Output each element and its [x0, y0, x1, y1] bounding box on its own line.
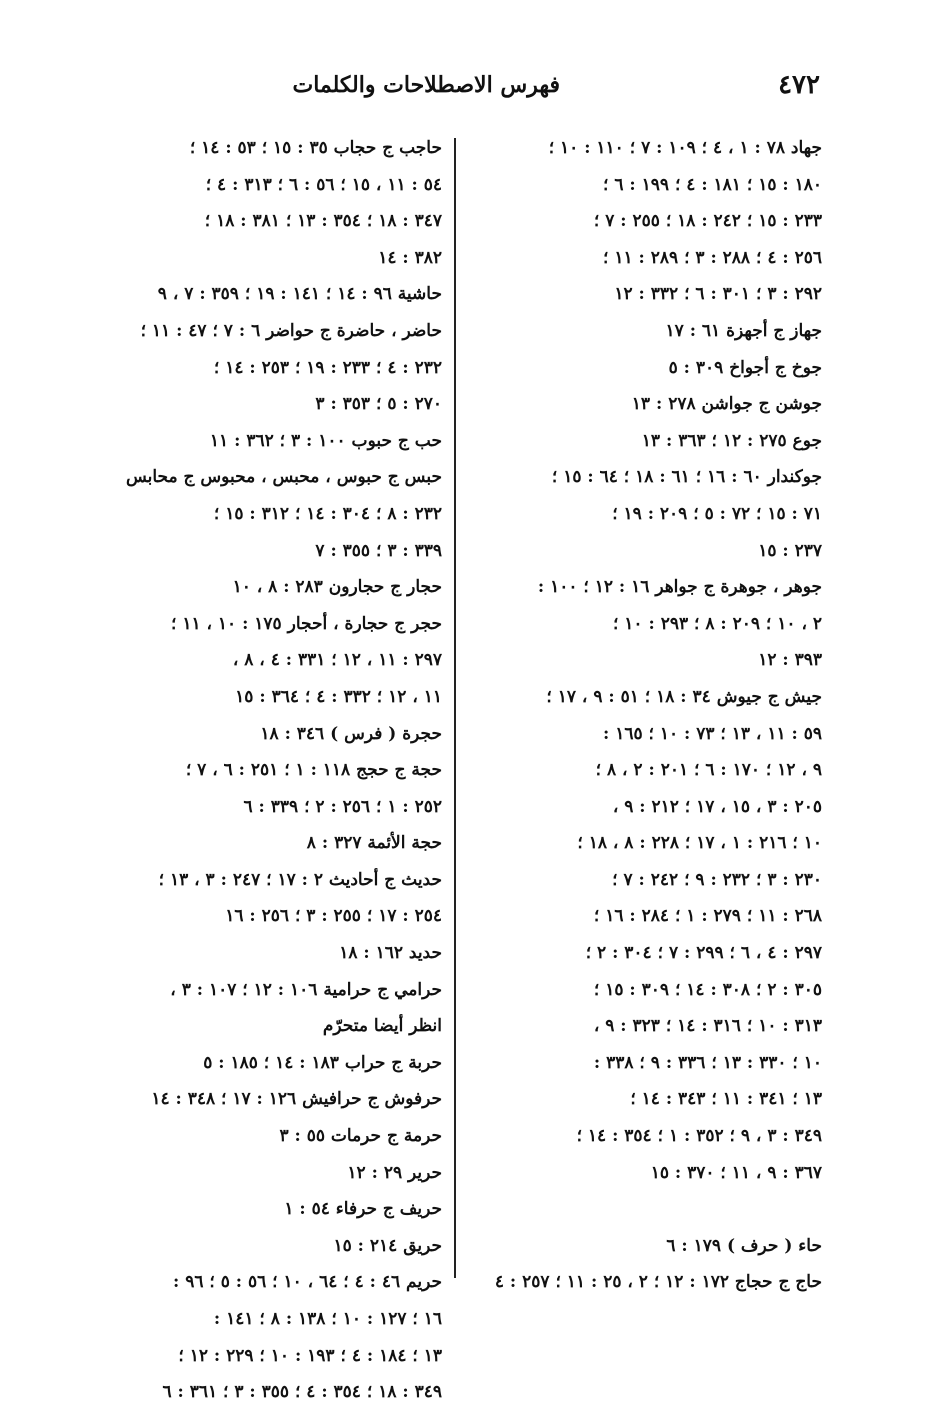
- index-entry-line: حجار ج حجارون ٢٨٣ : ٨ ، ١٠: [232, 577, 442, 598]
- index-entry-line: حاجب ج حجاب ٣٥ : ١٥ ؛ ٥٣ : ١٤ ؛: [189, 138, 442, 158]
- index-entry-line: ٩ ، ١٢ ؛ ١٧٠ : ٦ ؛ ٢٠١ : ٢ ، ٨ ؛: [595, 760, 822, 781]
- index-entry-line: حجة ج حجج ١١٨ : ١ ؛ ٢٥١ : ٦ ، ٧ ؛: [185, 760, 442, 781]
- index-entry-line: حريم ٤٦ : ٤ ؛ ٦٤ ، ١٠ ؛ ٥٦ : ٥ ؛ ٩٦ :: [173, 1272, 442, 1293]
- index-entry-line: ٢٦٨ : ١١ ؛ ٢٧٩ : ١ ؛ ٢٨٤ : ١٦ ؛: [593, 906, 822, 927]
- index-entry-line: ٢٣٧ : ١٥: [758, 540, 822, 561]
- index-entry-line: ١٠ ؛ ٢١٦ : ١ ، ١٧ ؛ ٢٢٨ : ٨ ، ١٨ ؛: [577, 833, 822, 854]
- index-entry-line: ١١ ، ١٢ ؛ ٣٣٢ : ٤ ؛ ٣٦٤ : ١٥: [235, 686, 442, 707]
- index-entry-line: جوشن ج جواشن ٢٧٨ : ١٣: [631, 394, 822, 415]
- index-entry-line: [466, 1191, 822, 1228]
- index-entry-line: انظر أيضا متحرّم: [322, 1016, 442, 1037]
- page-header: [90, 70, 820, 110]
- index-entry-line: جيش ج جيوش ٣٤ : ١٨ ؛ ٥١ : ٩ ، ١٧ ؛: [546, 686, 822, 707]
- index-entry-line: ٢٠٥ : ٣ ، ١٥ ، ١٧ ؛ ٢١٢ : ٩ ،: [612, 796, 822, 817]
- page-title: فهرس الاصطلاحات والكلمات: [292, 72, 560, 98]
- index-entry-line: حريف ج حرفاء ٥٤ : ١: [284, 1199, 442, 1220]
- index-entry-line: ٢ ، ١٠ ؛ ٢٠٩ : ٨ ؛ ٢٩٣ : ١٠ ؛: [612, 613, 822, 634]
- index-entry-line: ٣٩٣ : ١٢: [758, 650, 822, 671]
- index-entry-line: حاء ( حرف ) ١٧٩ : ٦: [666, 1235, 822, 1256]
- index-entry-line: ٣٦٧ : ٩ ، ١١ ؛ ٣٧٠ : ١٥: [650, 1162, 822, 1183]
- index-entry-line: حرفوش ج حرافيش ١٢٦ : ١٧ ؛ ٣٤٨ : ١٤: [151, 1089, 442, 1110]
- index-entry-line: ٢٣٢ : ٨ ؛ ٣٠٤ : ١٤ ؛ ٣١٢ : ١٥ ؛: [213, 503, 442, 524]
- index-entry-line: ٣٤٩ : ١٨ ؛ ٣٥٤ : ٤ ؛ ٣٥٥ : ٣ ؛ ٣٦١ : ٦: [162, 1382, 442, 1403]
- column-divider: [454, 138, 456, 1278]
- index-entry-line: حاج ج حجاج ١٧٢ : ١٢ ؛ ٢ ، ٢٥ : ١١ ؛ ٢٥٧ : ٤: [494, 1272, 822, 1293]
- index-entry-line: ١٠ ؛ ٣٣٠ : ١٣ ؛ ٣٣٦ : ٩ ؛ ٣٣٨ :: [593, 1052, 822, 1073]
- index-entry-line: ٢٣٣ : ١٥ ؛ ٢٤٢ : ١٨ ؛ ٢٥٥ : ٧ ؛: [593, 211, 822, 232]
- index-entry-line: حربة ج حراب ١٨٣ : ١٤ ؛ ١٨٥ : ٥: [203, 1052, 442, 1073]
- index-entry-line: حجرة ( فرس ) ٣٤٦ : ١٨: [260, 723, 442, 744]
- index-entry-line: حرامي ج حرامية ١٠٦ : ١٢ ؛ ١٠٧ : ٣ ،: [170, 979, 442, 1000]
- index-entry-line: ١٣ ؛ ٣٤١ : ١١ ؛ ٣٤٣ : ١٤ ؛: [630, 1089, 822, 1110]
- index-column-left: [92, 130, 442, 1411]
- index-entry-line: حريق ٢١٤ : ١٥: [333, 1235, 442, 1256]
- index-entry-line: ٣٤٧ : ١٨ ؛ ٣٥٤ : ١٣ ؛ ٣٨١ : ١٨ ؛: [204, 211, 442, 232]
- index-entry-line: حبس ج حبوس ، محبس ، محبوس ج محابس: [125, 467, 442, 488]
- index-entry-line: ٣٤٩ : ٣ ، ٩ ؛ ٣٥٢ : ١ ؛ ٣٥٤ : ١٤ ؛: [576, 1126, 822, 1147]
- index-entry-line: حرمة ج حرمات ٥٥ : ٣: [279, 1126, 442, 1147]
- index-entry-line: ٢٥٢ : ١ ؛ ٢٥٦ : ٢ ؛ ٣٣٩ : ٦: [243, 796, 442, 817]
- index-entry-line: جهاز ج أجهزة ٦١ : ١٧: [665, 320, 822, 341]
- index-entry-line: ٢٥٦ : ٤ ؛ ٢٨٨ : ٣ ؛ ٢٨٩ : ١١ ؛: [603, 247, 822, 268]
- index-entry-line: جوكندار ٦٠ : ١٦ ؛ ٦١ : ١٨ ؛ ٦٤ : ١٥ ؛: [551, 467, 822, 488]
- index-entry-line: ٥٤ : ١١ ، ١٥ ؛ ٥٦ : ٦ ؛ ٣١٣ : ٤ ؛: [205, 174, 442, 195]
- index-entry-line: ٢٩٢ : ٣ ؛ ٣٠١ : ٦ ؛ ٣٣٢ : ١٢: [614, 284, 822, 305]
- index-entry-line: حب ج حبوب ١٠٠ : ٣ ؛ ٣٦٢ : ١١: [209, 430, 442, 451]
- index-entry-line: جوخ ج أجواخ ٣٠٩ : ٥: [668, 357, 822, 378]
- index-entry-line: جوهر ، جوهرة ج جواهر ١٦ : ١٢ ؛ ١٠٠ :: [537, 577, 822, 598]
- index-entry-line: ٣٨٢ : ١٤: [378, 247, 442, 268]
- index-column-right: [466, 130, 822, 1301]
- index-entry-line: ٥٩ : ١١ ، ١٣ ؛ ٧٣ : ١٠ ؛ ١٦٥ :: [602, 723, 822, 744]
- index-entry-line: حرير ٢٩ : ١٢: [347, 1162, 442, 1183]
- index-entry-line: ٣٠٥ : ٢ ؛ ٣٠٨ : ١٤ ؛ ٣٠٩ : ١٥ ؛: [593, 979, 822, 1000]
- index-entry-line: ٢٣٠ : ٣ ؛ ٢٣٢ : ٩ ؛ ٢٤٢ : ٧ ؛: [612, 869, 822, 890]
- index-entry-line: ١٣ ؛ ١٨٤ : ٤ ؛ ١٩٣ : ١٠ ؛ ٢٢٩ : ١٢ ؛: [178, 1345, 442, 1366]
- index-entry-line: ١٨٠ : ١٥ ؛ ١٨١ : ٤ ؛ ١٩٩ : ٦ ؛: [603, 174, 822, 195]
- index-entry-line: حاشية ٩٦ : ١٤ ؛ ١٤١ : ١٩ ؛ ٣٥٩ : ٧ ، ٩: [157, 284, 442, 305]
- index-entry-line: ١٦ ؛ ١٢٧ : ١٠ ؛ ١٣٨ : ٨ ؛ ١٤١ :: [213, 1309, 442, 1329]
- index-entry-line: حديث ج أحاديث ٢ : ١٧ ؛ ٢٤٧ : ٣ ، ١٣ ؛: [158, 869, 442, 890]
- index-entry-line: ٧١ : ١٥ ؛ ٧٢ : ٥ ؛ ٢٠٩ : ١٩ ؛: [612, 503, 822, 524]
- index-entry-line: حجة الأئمة ٣٢٧ : ٨: [306, 833, 442, 854]
- index-entry-line: ٢٣٢ : ٤ ؛ ٢٣٣ : ١٩ ؛ ٢٥٣ : ١٤ ؛: [213, 357, 442, 378]
- index-entry-line: ٢٩٧ : ١١ ، ١٢ ؛ ٣٣١ : ٤ ، ٨ ،: [232, 650, 442, 671]
- page-number: ٤٧٢: [778, 70, 820, 100]
- index-entry-line: ٢٥٤ : ١٧ ؛ ٢٥٥ : ٣ ؛ ٢٥٦ : ١٦: [225, 906, 442, 927]
- index-entry-line: ٣٣٩ : ٣ ؛ ٣٥٥ : ٧: [315, 540, 442, 561]
- index-entry-line: ٢٩٧ : ٤ ، ٦ ؛ ٢٩٩ : ٧ ؛ ٣٠٤ : ٢ ؛: [585, 943, 822, 964]
- index-entry-line: حديد ١٦٢ : ١٨: [339, 943, 442, 964]
- index-entry-line: حاضر ، حاضرة ج حواضر ٦ : ٧ ؛ ٤٧ : ١١ ؛: [140, 320, 442, 341]
- index-entry-line: جوع ٢٧٥ : ١٢ ؛ ٣٦٣ : ١٣: [641, 430, 822, 451]
- index-entry-line: حجر ج حجارة ، أحجار ١٧٥ : ١٠ ، ١١ ؛: [170, 613, 442, 634]
- index-entry-line: جهاد ٧٨ : ١ ، ٤ ؛ ١٠٩ : ٧ ؛ ١١٠ : ١٠ ؛: [548, 138, 822, 158]
- index-entry-line: ٣١٣ : ١٠ ؛ ٣١٦ : ١٤ ؛ ٣٢٣ : ٩ ،: [593, 1016, 822, 1037]
- index-entry-line: ٢٧٠ : ٥ ؛ ٣٥٣ : ٣: [315, 394, 442, 415]
